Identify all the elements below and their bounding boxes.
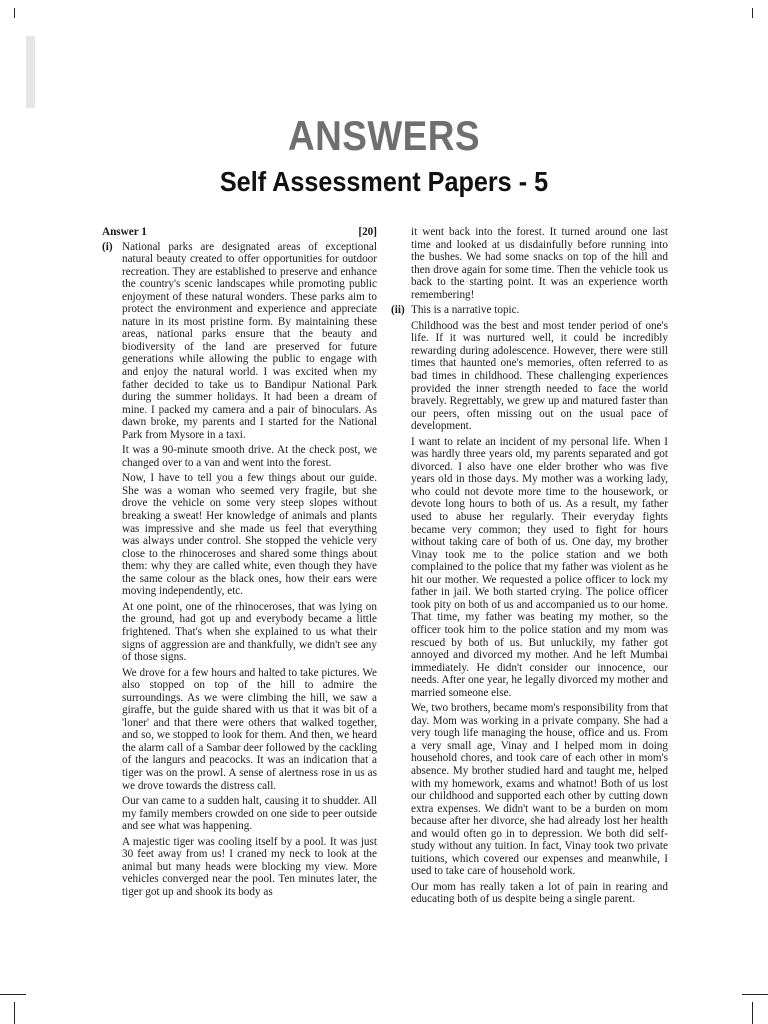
crop-mark-top-right (752, 8, 753, 18)
crop-mark-bottom-right-v (752, 1002, 753, 1024)
item-number: (i) (102, 240, 113, 253)
answer-label: Answer 1 (102, 226, 147, 238)
paragraph: At one point, one of the rhinoceroses, that was lying on the ground, had got up and everybody became a little frightened. That's when she explained to us what their signs of aggression are and thankfully, we didn't see any of those signs. (122, 600, 377, 664)
paragraph: Our mom has really taken a lot of pain in rearing and educating both of us despite being a single parent. (411, 880, 668, 906)
crop-mark-bottom-right-h (742, 994, 768, 995)
item-number: (ii) (391, 304, 405, 317)
paragraph: We drove for a few hours and halted to take pictures. We also stopped on top of the hill to admire the surroundings. As we were climbing the hill, we saw a giraffe, but the guide shared with us that it was bit of a 'loner' and that there were others that walked together, and so, we stopped to look for them. And then, we heard the alarm call of a Sambar deer followed by the cackling of the langurs and peacocks. It was an indication that a tiger was on the prowl. A sense of alertness rose in us as we drove towards the distress call. (122, 666, 377, 792)
crop-mark-bottom-left-h (0, 994, 26, 995)
paragraph: I want to relate an incident of my personal life. When I was hardly three years old, my parents separated and got divorced. I also have one elder brother who was five years old in those days. My mother was a working lady, who could not devote more time to the housework, or devote long hours to both of us. As a result, my father used to abuse her regularly. Their everyday fights became very common; they used to fight for hours without taking care of both of us. One day, my brother Vinay took me to the police station and we both complained to the police that my father was violent as he hit our mother. We requested a police officer to lock my father in jail. We both started crying. The police officer took pity on both of us and accompanied us to our home. That time, my father was beating my mother, so the officer took him to the police station and my mom was rescued by both of us. But unluckily, my father got annoyed and divorced my mother. And he left Mumbai immediately. He didn't consider our innocence, our needs. After one year, he legally divorced my mother and married someone else. (411, 435, 668, 699)
paragraph: It was a 90-minute smooth drive. At the check post, we changed over to a van and went into the forest. (122, 444, 377, 469)
crop-mark-bottom-left-v (14, 1002, 15, 1024)
paragraph: Childhood was the best and most tender period of one's life. If it was nurtured well, it could be incredibly rewarding during adolescence. However, there were still times that haunted one's memories, often referred to as bad times in childhood. These challenging experiences provided the inner strength needed to face the world bravely. Regrettably, we grew up and matured faster than our peers, often missing out on the usual pace of development. (411, 319, 668, 433)
left-column (102, 226, 377, 901)
item-intro: This is a narrative topic. (411, 304, 520, 317)
answer-heading (102, 226, 377, 239)
paragraph-continuation: it went back into the forest. It turned around one last time and looked at us disdainfully before running into the bushes. We had some snacks on top of the hill and then drove again for some time. Then the vehicle took us back to the starting point. It was an experience worth remembering! (411, 226, 668, 301)
paragraph: Our van came to a sudden halt, causing it to shudder. All my family members crowded on one side to peer outside and see what was happening. (122, 795, 377, 833)
page-title: ANSWERS (287, 112, 481, 159)
answer-item-ii (391, 304, 668, 906)
answer-item-i (102, 241, 377, 899)
answer-marks: [20] (358, 226, 377, 238)
page-edge-tab (26, 36, 35, 108)
paragraph: We, two brothers, became mom's responsibility from that day. Mom was working in a private company. She had a very tough life managing the house, office and us. From a very small age, Vinay and I helped mom in doing household chores, and took care of each other in mom's absence. My brother studied hard and taught me, helped with my homework, exams and whatnot! Both of us lost our childhood and supported each other by cutting down extra expenses. We didn't want to be a burden on mom because after her divorce, she had already lost her health and would often go in to depression. We both did self-study without any tuition. In fact, Vinay took two private tuitions, which covered our expenses and meanwhile, I used to take care of household work. (411, 702, 668, 878)
crop-mark-top-left (14, 8, 15, 18)
right-column (391, 226, 668, 909)
paragraph: Now, I have to tell you a few things about our guide. She was a woman who seemed very fragile, but she drove the vehicle on some very steep slopes without breaking a sweat! Her knowledge of animals and plants was impressive and she made us feel that everything was always under control. She stopped the vehicle very close to the rhinoceroses and shared some things about them: why they are called white, even though they have the same colour as the black ones, how their ears were moving independently, etc. (122, 472, 377, 598)
page-subtitle: Self Assessment Papers - 5 (219, 166, 549, 197)
paragraph: National parks are designated areas of exceptional natural beauty created to offer opportunities for outdoor recreation. They are established to preserve and enhance the country's scenic landscapes while promoting public enjoyment of these natural wonders. These parks aim to protect the environment and experience and appreciate nature in its most pristine form. By maintaining these areas, national parks ensure that the beauty and biodiversity of the land are preserved for future generations while allowing the public to engage with and enjoy the natural world. I was excited when my father decided to take us to Bandipur National Park during the summer holidays. It had been a dream of mine. I packed my camera and a pair of binoculars. As dawn broke, my parents and I started for the National Park from Mysore in a taxi. (122, 240, 377, 441)
paragraph: A majestic tiger was cooling itself by a pool. It was just 30 feet away from us! I craned my neck to look at the animal but many heads were blocking my view. More vehicles converged near the pool. Ten minutes later, the tiger got up and shook its body as (122, 835, 377, 898)
